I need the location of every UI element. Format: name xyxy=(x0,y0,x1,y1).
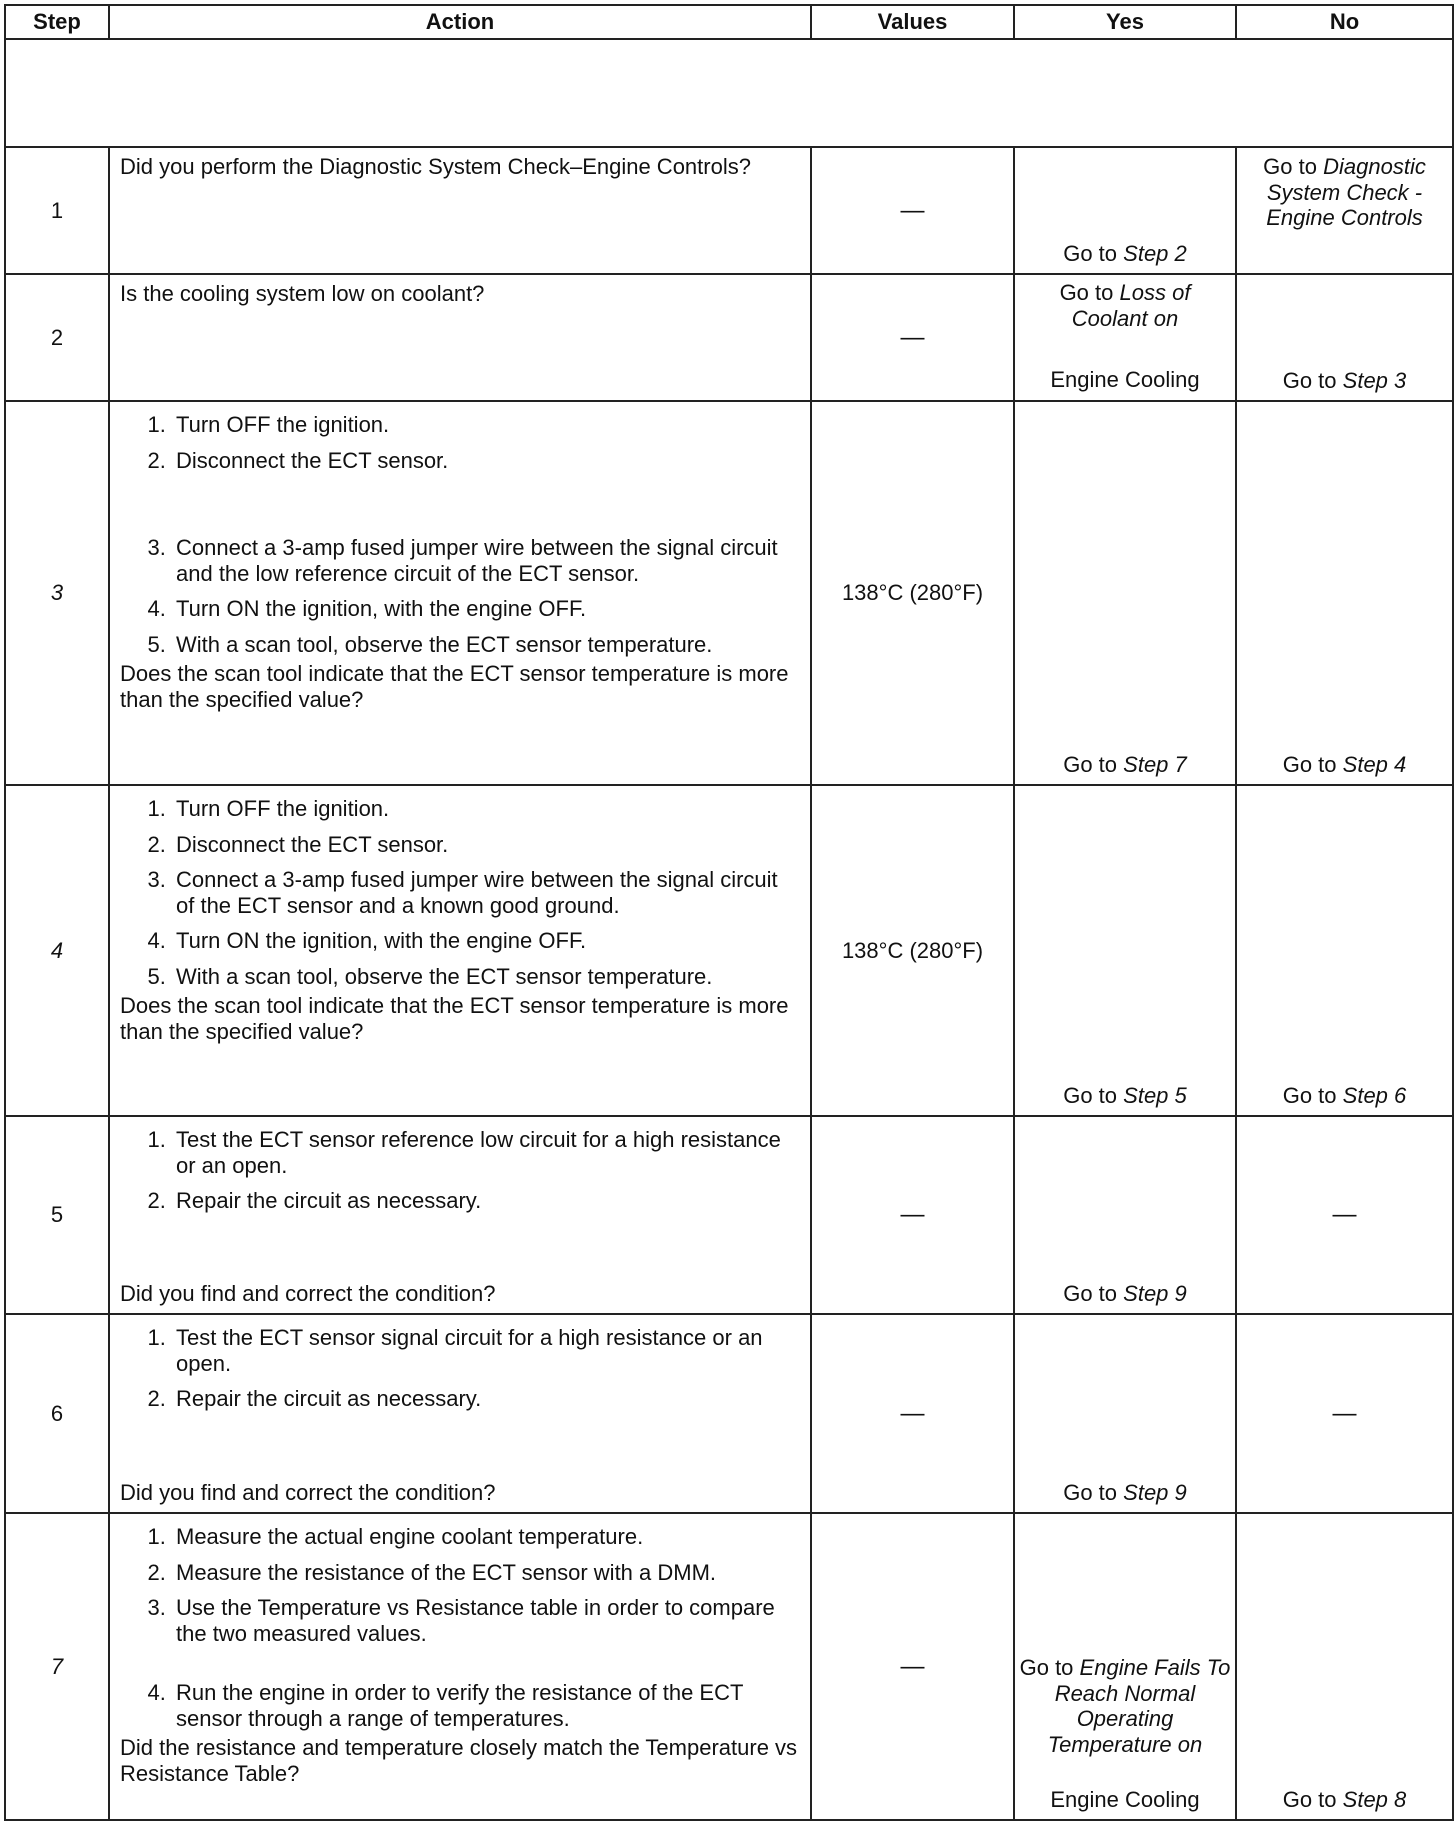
no-cell: — xyxy=(1236,1314,1453,1513)
no-cell xyxy=(1236,274,1453,401)
list-item: 1. Measure the actual engine coolant temperature. xyxy=(172,1524,800,1550)
action-question: Does the scan tool indicate that the ECT sensor temperature is more than the specified value? xyxy=(120,661,789,712)
yes-prefix: Go to xyxy=(1019,1655,1074,1681)
list-item: 1. Test the ECT sensor reference low circuit for a high resistance or an open. xyxy=(172,1127,800,1178)
list-item: 2. Measure the resistance of the ECT sensor with a DMM. xyxy=(172,1560,800,1586)
table-row-step-7 xyxy=(5,1513,1453,1820)
action-cell xyxy=(109,1314,811,1513)
yes-cell xyxy=(1014,1314,1236,1513)
diagnostic-table xyxy=(4,4,1454,1821)
table-row-step-1 xyxy=(5,147,1453,274)
action-cell xyxy=(109,401,811,785)
table-row-step-6 xyxy=(5,1314,1453,1513)
list-item: 4. Turn ON the ignition, with the engine OFF. xyxy=(172,928,800,954)
list-item: 4. Turn ON the ignition, with the engine OFF. xyxy=(172,596,800,622)
list-item: 3. Connect a 3-amp fused jumper wire between the signal circuit and the low reference circuit of the ECT sensor. xyxy=(172,535,800,586)
list-item: 3. Use the Temperature vs Resistance table in order to compare the two measured values. xyxy=(172,1595,800,1646)
header-no: No xyxy=(1236,5,1453,39)
action-steps xyxy=(120,1127,800,1224)
yes-link[interactable]: Engine Fails To Reach Normal Operating Temperature on xyxy=(1047,1655,1231,1757)
header-values: Values xyxy=(811,5,1014,39)
no-link[interactable]: Diagnostic System Check - Engine Controls xyxy=(1266,154,1426,231)
values-cell: — xyxy=(811,1116,1014,1314)
yes-link[interactable]: Loss of Coolant on xyxy=(1071,280,1191,331)
list-item: 5. With a scan tool, observe the ECT sensor temperature. xyxy=(172,964,800,990)
action-cell xyxy=(109,1513,811,1820)
yes-prefix: Go to xyxy=(1063,1083,1118,1109)
list-item: 1. Turn OFF the ignition. xyxy=(172,412,800,438)
list-item: 2. Repair the circuit as necessary. xyxy=(172,1188,800,1214)
list-item: 2. Disconnect the ECT sensor. xyxy=(172,448,800,474)
list-item: 3. Connect a 3-amp fused jumper wire between the signal circuit of the ECT sensor and a known good ground. xyxy=(172,867,800,918)
values-cell: 138°C (280°F) xyxy=(811,785,1014,1116)
yes-link[interactable]: Step 2 xyxy=(1123,241,1187,267)
no-cell xyxy=(1236,147,1453,274)
step-number: 7 xyxy=(5,1513,109,1820)
header-yes: Yes xyxy=(1014,5,1236,39)
action-steps xyxy=(120,1325,800,1422)
header-row xyxy=(5,5,1453,39)
header-step: Step xyxy=(5,5,109,39)
values-cell: — xyxy=(811,147,1014,274)
action-steps xyxy=(120,796,800,989)
action-question: Does the scan tool indicate that the ECT sensor temperature is more than the specified value? xyxy=(120,993,789,1044)
action-text: Did you perform the Diagnostic System Check–Engine Controls? xyxy=(120,154,751,179)
step-number: 1 xyxy=(5,147,109,274)
no-link[interactable]: Step 8 xyxy=(1342,1787,1407,1813)
header-action: Action xyxy=(109,5,811,39)
no-prefix: Go to xyxy=(1282,752,1337,778)
no-prefix: Go to xyxy=(1282,368,1337,394)
action-question: Did the resistance and temperature closely match the Temperature vs Resistance Table? xyxy=(120,1735,798,1786)
action-cell xyxy=(109,1116,811,1314)
action-cell xyxy=(109,274,811,401)
step-number: 5 xyxy=(5,1116,109,1314)
step-number: 3 xyxy=(5,401,109,785)
table-row-step-2 xyxy=(5,274,1453,401)
yes-link[interactable]: Step 7 xyxy=(1123,752,1187,778)
values-cell: — xyxy=(811,1314,1014,1513)
yes-cell xyxy=(1014,1513,1236,1820)
no-prefix: Go to xyxy=(1282,1787,1337,1813)
no-cell: — xyxy=(1236,1116,1453,1314)
yes-cell xyxy=(1014,147,1236,274)
yes-suffix: Engine Cooling xyxy=(1050,1787,1200,1813)
action-question: Did you find and correct the condition? xyxy=(120,1480,496,1506)
no-cell xyxy=(1236,1513,1453,1820)
yes-prefix: Go to xyxy=(1063,1480,1118,1506)
no-prefix: Go to xyxy=(1282,1083,1337,1109)
values-cell: — xyxy=(811,1513,1014,1820)
yes-cell xyxy=(1014,1116,1236,1314)
yes-suffix: Engine Cooling xyxy=(1050,367,1200,393)
yes-prefix: Go to xyxy=(1063,752,1118,778)
action-cell xyxy=(109,147,811,274)
yes-link[interactable]: Step 9 xyxy=(1123,1281,1187,1307)
step-number: 6 xyxy=(5,1314,109,1513)
yes-link[interactable]: Step 5 xyxy=(1123,1083,1187,1109)
list-item: 1. Test the ECT sensor signal circuit for a high resistance or an open. xyxy=(172,1325,800,1376)
yes-cell xyxy=(1014,401,1236,785)
table-row-step-5 xyxy=(5,1116,1453,1314)
no-link[interactable]: Step 4 xyxy=(1342,752,1407,778)
list-item: 2. Disconnect the ECT sensor. xyxy=(172,832,800,858)
no-prefix: Go to xyxy=(1263,154,1317,179)
no-link[interactable]: Step 3 xyxy=(1342,368,1407,394)
step-number: 2 xyxy=(5,274,109,401)
yes-prefix: Go to xyxy=(1059,280,1114,305)
no-cell xyxy=(1236,785,1453,1116)
values-cell: 138°C (280°F) xyxy=(811,401,1014,785)
list-item: 4. Run the engine in order to verify the resistance of the ECT sensor through a range of temperatures. xyxy=(172,1680,800,1731)
yes-cell xyxy=(1014,785,1236,1116)
action-text: Is the cooling system low on coolant? xyxy=(120,281,485,306)
table-row-step-4 xyxy=(5,785,1453,1116)
action-steps xyxy=(120,1524,800,1731)
blank-row xyxy=(5,39,1453,147)
action-steps xyxy=(120,412,800,657)
action-cell xyxy=(109,785,811,1116)
yes-prefix: Go to xyxy=(1063,241,1118,267)
step-number: 4 xyxy=(5,785,109,1116)
no-cell xyxy=(1236,401,1453,785)
list-item: 2. Repair the circuit as necessary. xyxy=(172,1386,800,1412)
yes-cell xyxy=(1014,274,1236,401)
action-question: Did you find and correct the condition? xyxy=(120,1281,496,1307)
yes-link[interactable]: Step 9 xyxy=(1123,1480,1187,1506)
no-link[interactable]: Step 6 xyxy=(1342,1083,1407,1109)
table-row-step-3 xyxy=(5,401,1453,785)
yes-prefix: Go to xyxy=(1063,1281,1118,1307)
list-item: 5. With a scan tool, observe the ECT sensor temperature. xyxy=(172,632,800,658)
list-item: 1. Turn OFF the ignition. xyxy=(172,796,800,822)
values-cell: — xyxy=(811,274,1014,401)
